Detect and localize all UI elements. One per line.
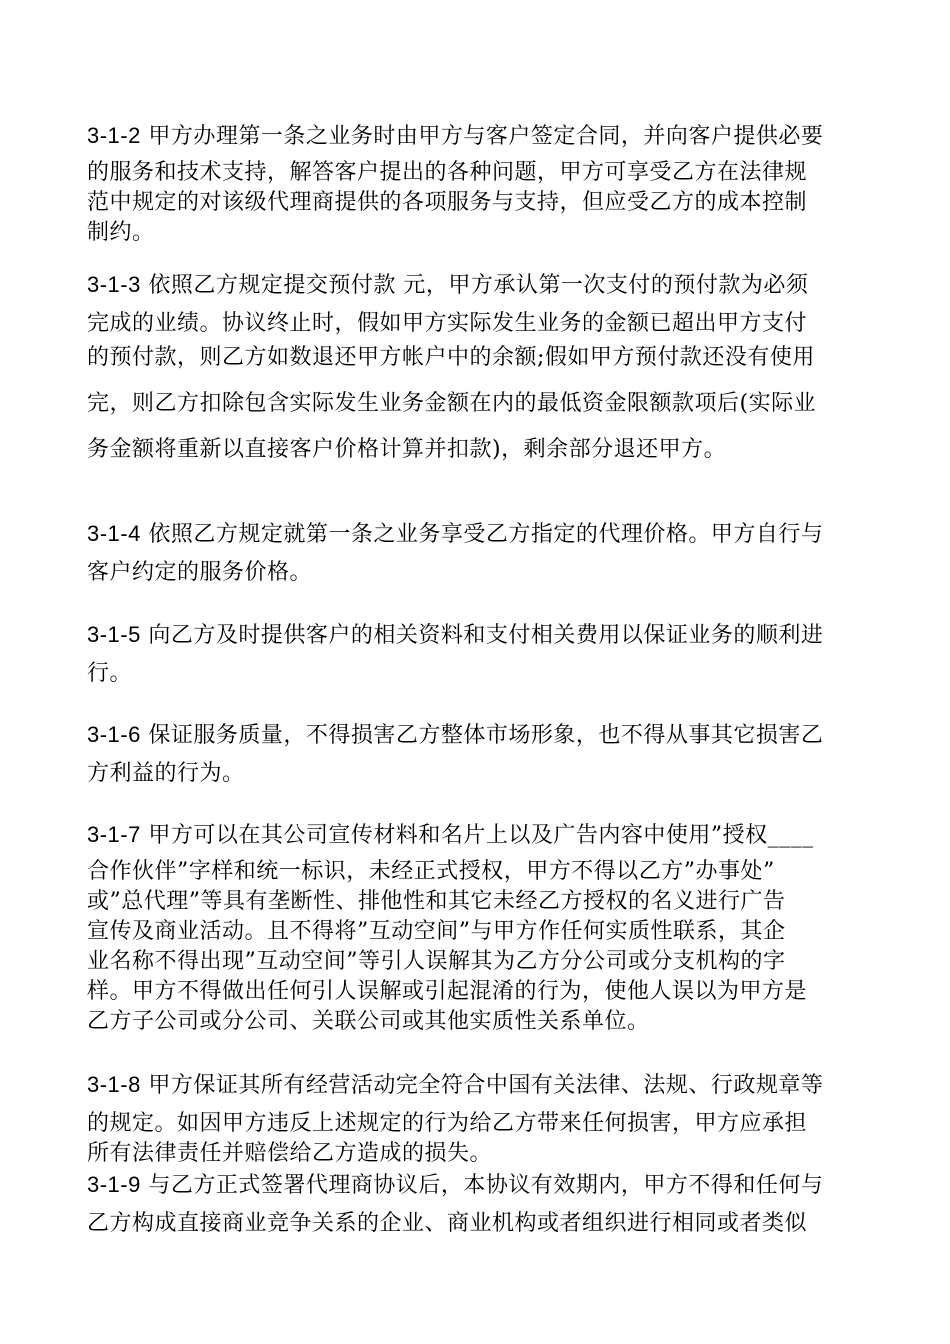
clause-number: 3-1-4: [87, 521, 141, 546]
clause-text-line: 的规定。如因甲方违反上述规定的行为给乙方带来任何损害，甲方应承担: [87, 1111, 808, 1136]
clause-text-line: 的服务和技术支持，解答客户提出的各种问题，甲方可享受乙方在法律规: [87, 160, 808, 185]
clause-3-1-9: [87, 1170, 863, 1239]
clause-text-line: 完，则乙方扣除包含实际发生业务金额在内的最低资金限额款项后(实际业: [87, 391, 817, 416]
clause-text-line: 依照乙方规定就第一条之业务享受乙方指定的代理价格。甲方自行与: [148, 522, 824, 547]
clause-text-line: 甲方保证其所有经营活动完全符合中国有关法律、法规、行政规章等: [148, 1073, 824, 1098]
clause-text-line: 宣传及商业活动。且不得将”互动空间”与甲方作任何实质性联系，其企: [87, 919, 786, 944]
clause-number: 3-1-3: [87, 272, 141, 297]
clause-number: 3-1-5: [87, 622, 141, 647]
clause-text-line: 完成的业绩。协议终止时，假如甲方实际发生业务的金额已超出甲方支付: [87, 311, 808, 336]
clause-number: 3-1-8: [87, 1072, 141, 1097]
clause-number: 3-1-2: [87, 123, 141, 148]
clause-3-1-3: [87, 270, 863, 465]
clause-text-line: 样。甲方不得做出任何引人误解或引起混淆的行为，使他人误以为甲方是: [87, 979, 808, 1004]
clause-3-1-6: [87, 720, 863, 789]
clause-text-line: 合作伙伴”字样和统一标识，未经正式授权，甲方不得以乙方”办事处”: [87, 859, 775, 884]
clause-text-line: 范中规定的对该级代理商提供的各项服务与支持，但应受乙方的成本控制: [87, 190, 808, 215]
clause-3-1-2: [87, 121, 863, 248]
clause-number: 3-1-9: [87, 1172, 141, 1197]
clause-text-line: 业名称不得出现”互动空间”等引人误解其为乙方分公司或分支机构的字: [87, 949, 786, 974]
clause-3-1-5: [87, 620, 863, 689]
clause-3-1-4: [87, 519, 863, 588]
clause-text-line: 与乙方正式签署代理商协议后，本协议有效期内，甲方不得和任何与: [148, 1173, 824, 1198]
clause-text-line: 的预付款，则乙方如数退还甲方帐户中的余额;假如甲方预付款还没有使用: [87, 345, 815, 370]
clause-text-line: 方利益的行为。: [87, 761, 245, 786]
clause-text-line: 甲方可以在其公司宣传材料和名片上以及广告内容中使用”授权____: [148, 823, 814, 848]
clause-text-line: 向乙方及时提供客户的相关资料和支付相关费用以保证业务的顺利进: [148, 623, 824, 648]
clause-number: 3-1-6: [87, 722, 141, 747]
clause-text-line: 客户约定的服务价格。: [87, 560, 313, 585]
clause-number: 3-1-7: [87, 822, 141, 847]
clause-text-line: 行。: [87, 661, 133, 686]
clause-text-line: 乙方构成直接商业竞争关系的企业、商业机构或者组织进行相同或者类似: [87, 1211, 808, 1236]
clause-text-line: 所有法律责任并赔偿给乙方造成的损失。: [87, 1141, 493, 1166]
clause-text-line: 乙方子公司或分公司、关联公司或其他实质性关系单位。: [87, 1009, 650, 1034]
clause-text-line: 甲方办理第一条之业务时由甲方与客户签定合同，并向客户提供必要: [148, 124, 824, 149]
clause-text-line: 或”总代理”等具有垄断性、排他性和其它未经乙方授权的名义进行广告: [87, 889, 786, 914]
clause-3-1-7: [87, 820, 863, 1037]
clause-text-line: 保证服务质量，不得损害乙方整体市场形象，也不得从事其它损害乙: [148, 723, 824, 748]
clause-3-1-8: [87, 1070, 863, 1169]
clause-text-line: 依照乙方规定提交预付款 元，甲方承认第一次支付的预付款为必须: [148, 273, 809, 298]
clause-text-line: 制约。: [87, 220, 155, 245]
clause-text-line: 务金额将重新以直接客户价格计算并扣款)，剩余部分退还甲方。: [87, 437, 727, 462]
